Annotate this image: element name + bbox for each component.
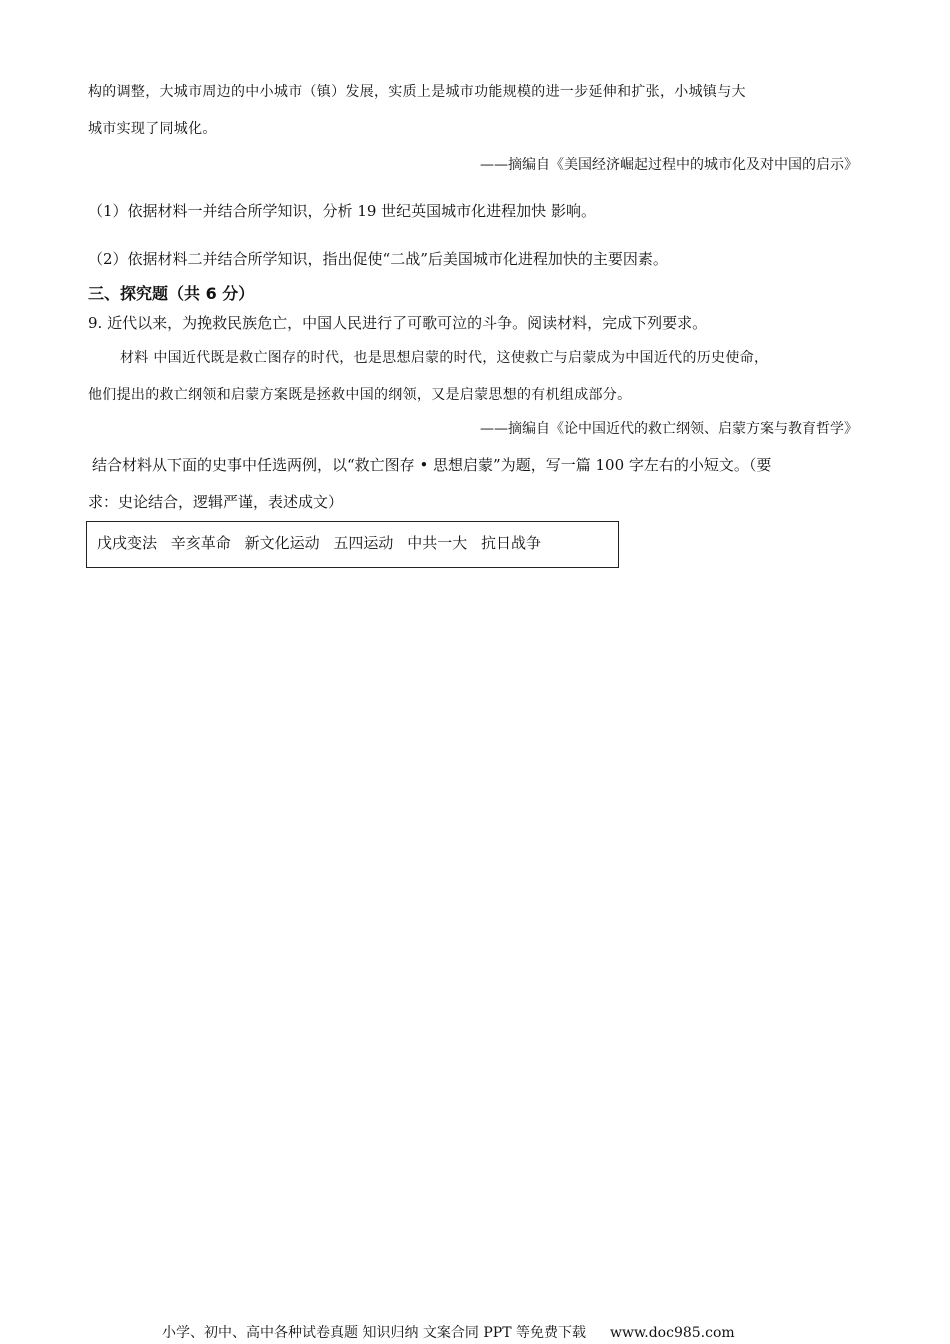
page-footer — [162, 1324, 735, 1342]
footer-text: 小学、初中、高中各种试卷真题 知识归纳 文案合同 PPT 等免费下载 — [162, 1325, 586, 1341]
material-line-2: 他们提出的救亡纲领和启蒙方案既是拯救中国的纲领，又是启蒙思想的有机组成部分。 — [88, 387, 632, 403]
question-9-intro: 9. 近代以来，为挽救民族危亡，中国人民进行了可歌可泣的斗争。阅读材料，完成下列要求。 — [88, 314, 708, 332]
event-item: 中共一大 — [407, 534, 468, 552]
event-item: 抗日战争 — [480, 534, 541, 552]
event-item: 戊戌变法 — [97, 534, 158, 552]
passage-line-1: 构的调整，大城市周边的中小城市（镇）发展，实质上是城市功能规模的进一步延伸和扩张，小城镇与大 — [88, 84, 746, 100]
event-item: 五四运动 — [333, 534, 394, 552]
material-source: ——摘编自《论中国近代的救亡纲领、启蒙方案与教育哲学》 — [480, 421, 858, 437]
passage-line-2: 城市实现了同城化。 — [88, 121, 217, 137]
material-line-1: 材料 中国近代既是救亡图存的时代，也是思想启蒙的时代，这使救亡与启蒙成为中国近代的历史使命， — [120, 350, 769, 366]
event-item: 新文化运动 — [244, 534, 320, 552]
task-line-2: 求：史论结合，逻辑严谨，表述成文） — [88, 493, 344, 511]
question-1: （1）依据材料一并结合所学知识，分析 19 世纪英国城市化进程加快 影响。 — [88, 202, 596, 220]
section-3-heading: 三、探究题（共 6 分） — [88, 284, 255, 303]
events-box — [86, 521, 619, 568]
task-line-1: 结合材料从下面的史事中任选两例，以“救亡图存 • 思想启蒙”为题，写一篇 100 字左右的小短文。（要 — [92, 456, 772, 474]
passage-source: ——摘编自《美国经济崛起过程中的城市化及对中国的启示》 — [480, 157, 858, 173]
footer-url[interactable]: www.doc985.com — [609, 1325, 735, 1341]
event-item: 辛亥革命 — [170, 534, 231, 552]
question-2: （2）依据材料二并结合所学知识，指出促使“二战”后美国城市化进程加快的主要因素。 — [88, 250, 668, 268]
